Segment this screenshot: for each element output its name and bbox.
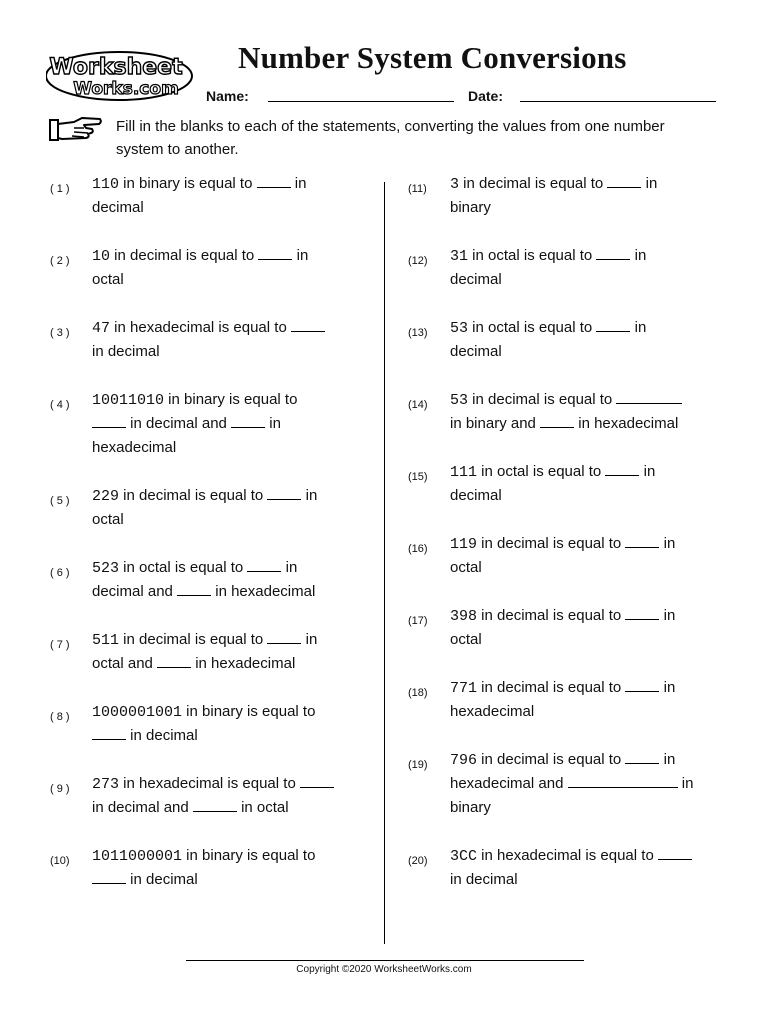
copyright: Copyright ©2020 WorksheetWorks.com xyxy=(296,964,472,975)
answer-blank[interactable] xyxy=(177,581,211,596)
answer-blank[interactable] xyxy=(291,317,325,332)
pointing-hand-icon xyxy=(48,116,104,142)
answer-blank[interactable] xyxy=(193,797,237,812)
answer-blank[interactable] xyxy=(625,605,659,620)
answer-blank[interactable] xyxy=(607,173,641,188)
answer-blank[interactable] xyxy=(257,173,291,188)
answer-blank[interactable] xyxy=(596,245,630,260)
instructions: Fill in the blanks to each of the statements, converting the values from one number system to another. xyxy=(116,118,665,158)
answer-blank[interactable] xyxy=(92,869,126,884)
answer-blank[interactable] xyxy=(625,533,659,548)
answer-blank[interactable] xyxy=(625,677,659,692)
answer-blank[interactable] xyxy=(92,413,126,428)
answer-blank[interactable] xyxy=(616,389,682,404)
answer-blank[interactable] xyxy=(596,317,630,332)
worksheetworks-logo xyxy=(46,50,196,102)
logo-line2: Works.com xyxy=(73,79,179,99)
answer-blank[interactable] xyxy=(625,749,659,764)
name-field[interactable] xyxy=(268,101,454,102)
answer-blank[interactable] xyxy=(231,413,265,428)
answer-blank[interactable] xyxy=(540,413,574,428)
answer-blank[interactable] xyxy=(247,557,281,572)
answer-blank[interactable] xyxy=(605,461,639,476)
answer-blank[interactable] xyxy=(157,653,191,668)
answer-blank[interactable] xyxy=(568,773,678,788)
answer-blank[interactable] xyxy=(267,629,301,644)
logo-line1: Worksheet xyxy=(49,55,183,80)
date-field[interactable] xyxy=(520,101,716,102)
column-divider xyxy=(384,182,385,944)
answer-blank[interactable] xyxy=(258,245,292,260)
answer-blank[interactable] xyxy=(658,845,692,860)
page-title: Number System Conversions xyxy=(238,40,627,75)
name-label: Name: xyxy=(206,88,249,104)
answer-blank[interactable] xyxy=(267,485,301,500)
footer-divider xyxy=(186,960,584,961)
answer-blank[interactable] xyxy=(92,725,126,740)
date-label: Date: xyxy=(468,88,504,104)
answer-blank[interactable] xyxy=(300,773,334,788)
